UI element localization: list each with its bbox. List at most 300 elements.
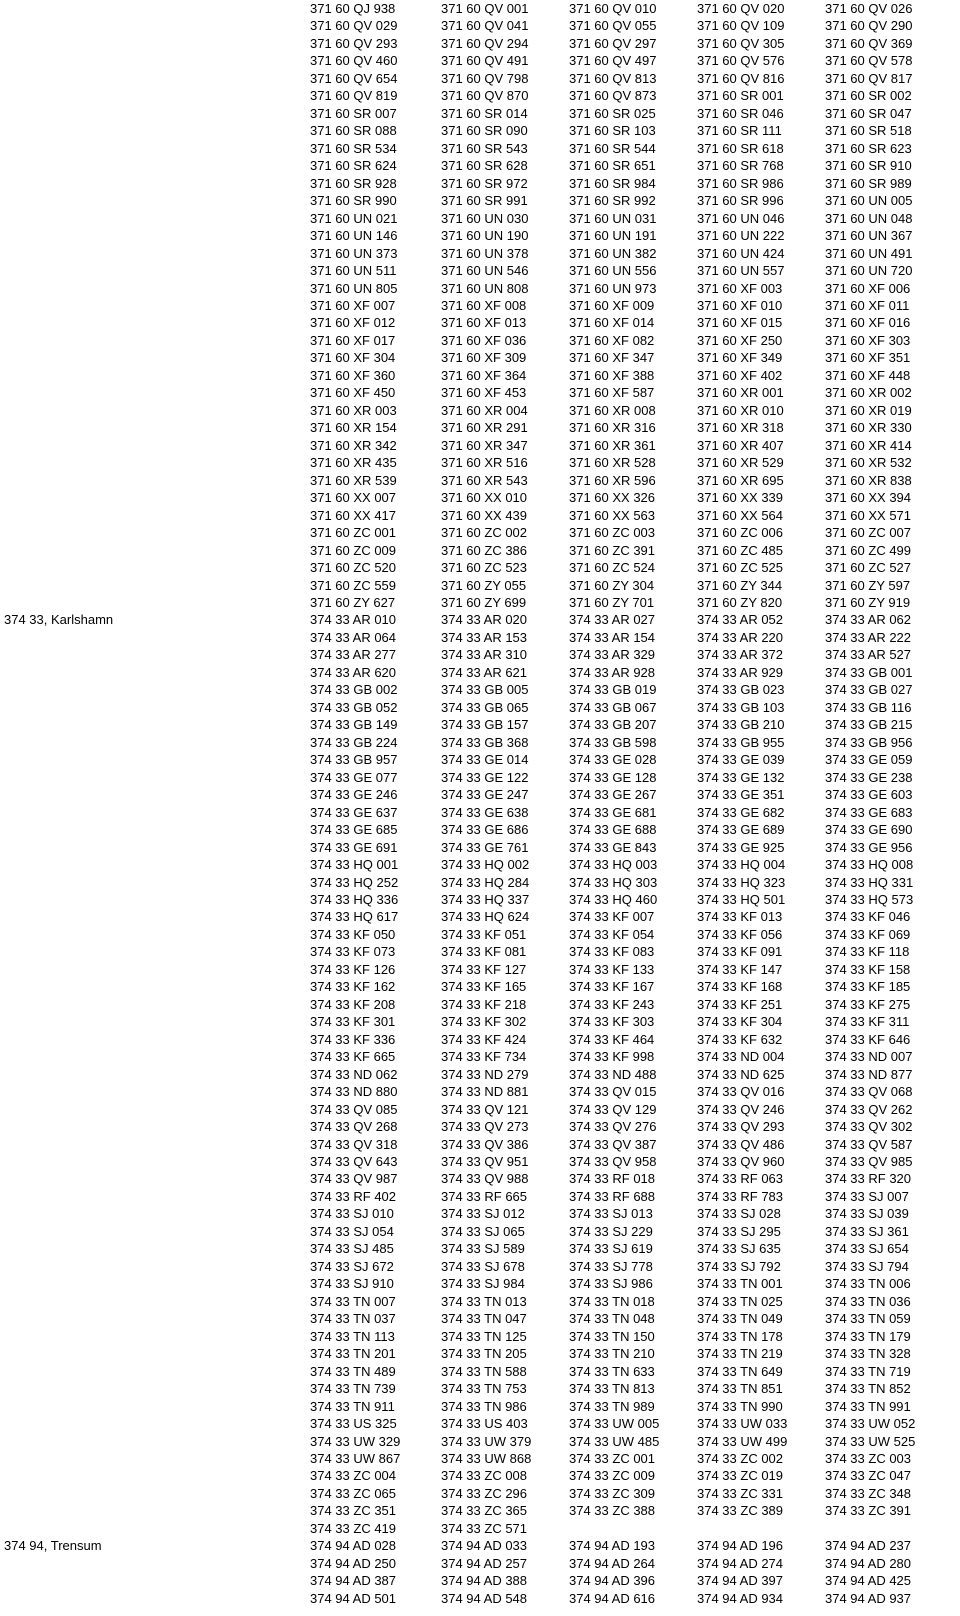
code-cell: 374 94 AD 264 (569, 1555, 656, 1571)
group-label: 374 33, Karlshamn (4, 612, 114, 628)
code-cell: 374 33 HQ 617 (310, 909, 399, 925)
code-cell: 374 33 GB 149 (310, 717, 398, 733)
code-cell: 371 60 SR 651 (569, 158, 656, 174)
table-row (0, 35, 960, 53)
code-cell: 371 60 ZC 527 (825, 560, 912, 576)
table-row (0, 1066, 960, 1084)
code-cell: 374 33 UW 499 (697, 1433, 788, 1449)
table-row (0, 1101, 960, 1119)
code-cell: 371 60 UN 367 (825, 228, 913, 244)
table-row (0, 1555, 960, 1573)
code-cell: 374 33 AR 277 (310, 647, 397, 663)
code-cell: 374 33 ZC 009 (569, 1468, 656, 1484)
code-cell: 374 33 QV 085 (310, 1101, 398, 1117)
code-cell: 374 33 TN 179 (825, 1328, 911, 1344)
code-cell: 374 33 ZC 348 (825, 1485, 912, 1501)
code-cell: 374 33 TN 911 (310, 1398, 395, 1414)
code-cell: 374 33 KF 158 (825, 961, 911, 977)
code-cell: 374 33 GB 207 (569, 717, 657, 733)
code-cell: 374 33 HQ 008 (825, 857, 914, 873)
code-cell: 374 33 GE 761 (441, 839, 529, 855)
code-cell: 374 33 GB 052 (310, 699, 398, 715)
code-cell: 371 60 QV 817 (825, 70, 913, 86)
code-cell: 374 33 KF 275 (825, 996, 911, 1012)
code-cell: 371 60 XR 154 (310, 420, 397, 436)
code-cell: 374 33 KF 167 (569, 979, 655, 995)
code-cell: 371 60 SR 990 (310, 193, 397, 209)
code-cell: 374 33 KF 147 (697, 961, 783, 977)
code-cell: 374 33 GE 925 (697, 839, 785, 855)
code-cell: 374 33 ZC 004 (310, 1468, 397, 1484)
code-cell: 371 60 XR 528 (569, 455, 656, 471)
code-cell: 374 33 RF 402 (310, 1188, 397, 1204)
code-cell: 374 33 ND 488 (569, 1066, 657, 1082)
code-cell: 371 60 SR 046 (697, 105, 784, 121)
code-cell: 374 33 US 403 (441, 1416, 528, 1432)
code-cell: 374 33 TN 201 (310, 1346, 396, 1362)
code-cell: 374 94 AD 274 (697, 1555, 784, 1571)
table-row (0, 1328, 960, 1346)
code-cell: 374 33 RF 018 (569, 1171, 656, 1187)
code-cell: 374 33 GE 028 (569, 752, 657, 768)
code-cell: 374 33 GB 067 (569, 699, 657, 715)
code-cell: 374 33 QV 262 (825, 1101, 913, 1117)
code-cell: 371 60 UN 546 (441, 263, 529, 279)
code-cell: 371 60 XR 003 (310, 402, 397, 418)
code-cell: 371 60 SR 986 (697, 175, 784, 191)
code-cell: 371 60 SR 984 (569, 175, 656, 191)
table-row (0, 87, 960, 105)
table-row (0, 175, 960, 193)
table-row (0, 297, 960, 315)
code-cell: 374 33 UW 525 (825, 1433, 916, 1449)
code-cell: 371 60 QV 010 (569, 1, 657, 16)
code-cell: 371 60 XF 364 (441, 367, 527, 383)
code-cell: 371 60 SR 992 (569, 193, 656, 209)
code-cell: 371 60 UN 190 (441, 228, 529, 244)
code-cell: 374 33 TN 150 (569, 1328, 655, 1344)
code-cell: 374 33 TN 649 (697, 1363, 783, 1379)
code-cell: 371 60 XR 529 (697, 455, 784, 471)
code-cell: 374 33 QV 015 (569, 1084, 657, 1100)
code-cell: 371 60 SR 910 (825, 158, 912, 174)
table-row (0, 1240, 960, 1258)
code-cell: 374 94 AD 616 (569, 1590, 656, 1606)
code-cell: 371 60 SR 623 (825, 140, 912, 156)
code-cell: 374 33 QV 273 (441, 1119, 529, 1135)
code-cell: 374 33 UW 005 (569, 1416, 660, 1432)
code-cell: 371 60 XR 596 (569, 472, 656, 488)
code-cell: 374 33 QV 268 (310, 1119, 398, 1135)
table-row (0, 105, 960, 123)
table-row (0, 245, 960, 263)
code-cell: 371 60 ZC 525 (697, 560, 784, 576)
code-cell: 374 33 GE 014 (441, 752, 529, 768)
code-cell: 374 33 SJ 910 (310, 1276, 394, 1292)
code-cell: 371 60 UN 557 (697, 263, 785, 279)
code-cell: 371 60 ZY 820 (697, 594, 783, 610)
code-cell: 374 33 KF 083 (569, 944, 655, 960)
code-cell: 374 33 HQ 323 (697, 874, 786, 890)
code-cell: 371 60 ZY 627 (310, 594, 396, 610)
table-row (0, 1275, 960, 1293)
table-row (0, 961, 960, 979)
code-cell: 374 33 ZC 065 (310, 1485, 397, 1501)
code-cell: 371 60 QV 293 (310, 35, 398, 51)
table-row (0, 681, 960, 699)
code-cell: 374 33 GE 843 (569, 839, 657, 855)
code-cell: 374 33 GE 683 (825, 804, 913, 820)
table-row (0, 280, 960, 298)
code-cell: 374 33 SJ 007 (825, 1188, 909, 1204)
code-cell: 371 60 ZC 499 (825, 542, 912, 558)
code-cell: 374 94 AD 033 (441, 1538, 528, 1554)
code-cell: 371 60 XF 347 (569, 350, 655, 366)
code-cell: 374 33 QV 960 (697, 1154, 785, 1170)
code-cell: 374 33 ZC 008 (441, 1468, 528, 1484)
table-row (0, 629, 960, 647)
code-cell: 371 60 XF 587 (569, 385, 655, 401)
code-cell: 371 60 UN 031 (569, 210, 657, 226)
code-cell: 374 33 SJ 039 (825, 1206, 909, 1222)
code-cell: 371 60 ZC 001 (310, 525, 397, 541)
code-cell: 371 60 SR 111 (697, 123, 782, 139)
code-cell: 374 33 AR 310 (441, 647, 528, 663)
code-cell: 371 60 XF 309 (441, 350, 527, 366)
code-cell: 374 33 ZC 391 (825, 1503, 912, 1519)
code-cell: 371 60 XR 695 (697, 472, 784, 488)
code-cell: 374 33 SJ 654 (825, 1241, 909, 1257)
code-cell: 371 60 QJ 938 (310, 1, 396, 16)
code-cell: 371 60 ZC 006 (697, 525, 784, 541)
table-row (0, 472, 960, 490)
code-cell: 374 33 GE 238 (825, 769, 913, 785)
code-cell: 371 60 SR 972 (441, 175, 528, 191)
code-cell: 374 33 QV 486 (697, 1136, 785, 1152)
code-cell: 371 60 SR 544 (569, 140, 656, 156)
table-row (0, 874, 960, 892)
code-cell: 374 33 ZC 296 (441, 1485, 528, 1501)
code-cell: 371 60 ZY 055 (441, 577, 527, 593)
code-cell: 374 33 SJ 792 (697, 1258, 781, 1274)
code-cell: 371 60 ZC 485 (697, 542, 784, 558)
code-cell: 374 33 QV 121 (441, 1101, 529, 1117)
code-cell: 374 33 QV 987 (310, 1171, 398, 1187)
table-row (0, 70, 960, 88)
code-cell: 371 60 XF 016 (825, 315, 911, 331)
code-cell: 374 33 KF 007 (569, 909, 655, 925)
code-cell: 374 33 KF 051 (441, 926, 527, 942)
code-cell: 374 33 KF 464 (569, 1031, 655, 1047)
code-cell: 371 60 XR 008 (569, 402, 656, 418)
code-cell: 374 33 GE 689 (697, 822, 785, 838)
table-row (0, 314, 960, 332)
code-cell: 371 60 XR 407 (697, 437, 784, 453)
code-cell: 374 33 GE 132 (697, 769, 785, 785)
table-row (0, 1293, 960, 1311)
code-cell: 371 60 XX 339 (697, 490, 784, 506)
code-cell: 374 33 TN 989 (569, 1398, 655, 1414)
table-row (0, 1083, 960, 1101)
code-cell: 371 60 XF 003 (697, 280, 783, 296)
code-cell: 371 60 QV 055 (569, 18, 657, 34)
code-cell: 371 60 ZY 699 (441, 594, 527, 610)
code-cell: 374 33 TN 991 (825, 1398, 911, 1414)
code-cell: 374 33 HQ 004 (697, 857, 786, 873)
code-cell: 371 60 QV 870 (441, 88, 529, 104)
code-cell: 371 60 ZC 002 (441, 525, 528, 541)
code-cell: 371 60 SR 991 (441, 193, 528, 209)
code-cell: 374 33 UW 867 (310, 1451, 401, 1466)
code-cell: 374 33 KF 646 (825, 1031, 911, 1047)
code-cell: 374 33 SJ 589 (441, 1241, 525, 1257)
code-cell: 374 33 GE 638 (441, 804, 529, 820)
code-cell: 371 60 XR 347 (441, 437, 528, 453)
code-cell: 374 94 AD 028 (310, 1538, 397, 1554)
code-cell: 374 33 GB 065 (441, 699, 529, 715)
table-row (0, 384, 960, 402)
code-cell: 374 33 TN 059 (825, 1311, 911, 1327)
code-cell: 371 60 ZC 386 (441, 542, 528, 558)
code-cell: 371 60 XX 326 (569, 490, 656, 506)
code-cell: 374 33 HQ 573 (825, 891, 914, 907)
code-cell: 374 33 ZC 571 (441, 1520, 528, 1536)
code-cell: 374 33 GB 001 (825, 664, 913, 680)
code-cell: 374 33 GE 686 (441, 822, 529, 838)
code-cell: 374 33 GE 956 (825, 839, 913, 855)
code-cell: 374 33 SJ 010 (310, 1206, 394, 1222)
code-cell: 374 33 KF 046 (825, 909, 911, 925)
code-cell: 374 33 QV 958 (569, 1154, 657, 1170)
table-row (0, 1223, 960, 1241)
code-cell: 371 60 UN 382 (569, 245, 657, 261)
code-cell: 374 33 SJ 013 (569, 1206, 653, 1222)
code-cell: 371 60 ZY 344 (697, 577, 783, 593)
code-cell: 374 33 TN 205 (441, 1346, 527, 1362)
code-cell: 374 33 KF 056 (697, 926, 783, 942)
code-cell: 374 33 SJ 065 (441, 1223, 525, 1239)
code-cell: 371 60 QV 873 (569, 88, 657, 104)
table-row (0, 839, 960, 857)
table-row (0, 1031, 960, 1049)
code-cell: 374 33 TN 049 (697, 1311, 783, 1327)
table-row (0, 908, 960, 926)
code-cell: 371 60 ZC 559 (310, 577, 397, 593)
code-cell: 374 33 QV 643 (310, 1154, 398, 1170)
code-cell: 371 60 QV 491 (441, 53, 529, 69)
table-row (0, 437, 960, 455)
code-cell: 371 60 QV 294 (441, 35, 529, 51)
table-row (0, 1502, 960, 1520)
table-row (0, 367, 960, 385)
code-cell: 374 33 ZC 001 (569, 1451, 656, 1466)
code-cell: 371 60 QV 460 (310, 53, 398, 69)
code-cell: 371 60 XF 017 (310, 332, 396, 348)
code-cell: 374 33 AR 062 (825, 612, 912, 628)
code-cell: 371 60 QV 297 (569, 35, 657, 51)
code-cell: 374 33 TN 025 (697, 1293, 783, 1309)
code-cell: 371 60 ZC 007 (825, 525, 912, 541)
code-cell: 374 33 KF 734 (441, 1049, 527, 1065)
code-cell: 374 33 AR 621 (441, 664, 528, 680)
code-cell: 371 60 XR 361 (569, 437, 656, 453)
code-cell: 371 60 SR 090 (441, 123, 528, 139)
code-cell: 371 60 UN 378 (441, 245, 529, 261)
code-cell: 371 60 QV 026 (825, 1, 913, 16)
code-cell: 374 33 AR 222 (825, 629, 912, 645)
table-row (0, 1153, 960, 1171)
table-row (0, 1485, 960, 1503)
code-cell: 371 60 XF 360 (310, 367, 396, 383)
table-row (0, 891, 960, 909)
table-row (0, 1205, 960, 1223)
code-cell: 374 94 AD 280 (825, 1555, 912, 1571)
table-row (0, 542, 960, 560)
code-cell: 374 33 AR 153 (441, 629, 528, 645)
code-cell: 371 60 QV 020 (697, 1, 785, 16)
code-cell: 374 33 AR 928 (569, 664, 656, 680)
code-cell: 371 60 QV 369 (825, 35, 913, 51)
code-cell: 374 33 KF 304 (697, 1014, 783, 1030)
table-row (0, 227, 960, 245)
code-cell: 374 33 TN 852 (825, 1381, 911, 1397)
code-cell: 371 60 XF 008 (441, 297, 527, 313)
code-cell: 374 33 UW 329 (310, 1433, 401, 1449)
code-cell: 374 33 QV 985 (825, 1154, 913, 1170)
code-cell: 374 33 GE 682 (697, 804, 785, 820)
code-cell: 374 33 ND 279 (441, 1066, 529, 1082)
code-cell: 371 60 XR 010 (697, 402, 784, 418)
code-cell: 371 60 XR 342 (310, 437, 397, 453)
code-cell: 374 33 HQ 336 (310, 891, 399, 907)
code-cell: 374 33 GE 637 (310, 804, 398, 820)
code-cell: 374 33 TN 113 (310, 1328, 395, 1344)
code-cell: 371 60 QV 041 (441, 18, 529, 34)
table-row (0, 1363, 960, 1381)
code-cell: 374 33 SJ 984 (441, 1276, 525, 1292)
code-cell: 374 33 SJ 485 (310, 1241, 394, 1257)
code-cell: 371 60 QV 654 (310, 70, 398, 86)
code-cell: 374 33 GB 210 (697, 717, 785, 733)
code-cell: 374 33 KF 302 (441, 1014, 527, 1030)
code-cell: 374 33 QV 293 (697, 1119, 785, 1135)
code-cell: 374 33 GE 603 (825, 787, 913, 803)
code-cell: 374 33 TN 328 (825, 1346, 911, 1362)
code-cell: 374 33 RF 783 (697, 1188, 784, 1204)
code-cell: 374 33 KF 073 (310, 944, 396, 960)
code-cell: 371 60 XX 571 (825, 507, 912, 523)
code-cell: 371 60 UN 030 (441, 210, 529, 226)
code-cell: 374 33 QV 068 (825, 1084, 913, 1100)
code-cell: 374 33 AR 052 (697, 612, 784, 628)
code-cell: 374 33 TN 037 (310, 1311, 396, 1327)
code-cell: 371 60 XR 838 (825, 472, 912, 488)
code-cell: 374 33 KF 336 (310, 1031, 396, 1047)
code-cell: 374 33 HQ 284 (441, 874, 530, 890)
code-cell: 371 60 XF 303 (825, 332, 911, 348)
table-row (0, 577, 960, 595)
code-cell: 374 33 GE 247 (441, 787, 529, 803)
table-row (0, 646, 960, 664)
table-row (0, 996, 960, 1014)
code-cell: 374 33 KF 303 (569, 1014, 655, 1030)
table-row (0, 1118, 960, 1136)
code-cell: 374 33 GE 122 (441, 769, 529, 785)
code-cell: 374 94 AD 425 (825, 1573, 912, 1589)
table-row (0, 1520, 960, 1538)
code-cell: 374 33 SJ 678 (441, 1258, 525, 1274)
table-row (0, 611, 960, 629)
table-row (0, 419, 960, 437)
code-cell: 371 60 XR 019 (825, 402, 912, 418)
code-cell: 371 60 XR 532 (825, 455, 912, 471)
code-cell: 374 33 SJ 619 (569, 1241, 653, 1257)
table-row (0, 1345, 960, 1363)
code-cell: 371 60 XR 543 (441, 472, 528, 488)
code-cell: 374 33 ZC 389 (697, 1503, 784, 1519)
code-cell: 371 60 XX 417 (310, 507, 397, 523)
code-cell: 371 60 QV 305 (697, 35, 785, 51)
code-cell: 371 60 QV 290 (825, 18, 913, 34)
code-cell: 371 60 QV 001 (441, 1, 529, 16)
table-row (0, 402, 960, 420)
code-cell: 374 33 ND 880 (310, 1084, 398, 1100)
code-cell: 374 33 GB 002 (310, 682, 398, 698)
table-row (0, 769, 960, 787)
code-cell: 371 60 XF 012 (310, 315, 396, 331)
code-cell: 374 33 SJ 794 (825, 1258, 909, 1274)
code-cell: 371 60 XF 011 (825, 297, 910, 313)
code-cell: 371 60 SR 543 (441, 140, 528, 156)
table-row (0, 1013, 960, 1031)
code-cell: 374 33 ND 007 (825, 1049, 913, 1065)
table-row (0, 52, 960, 70)
table-row (0, 1170, 960, 1188)
code-cell: 371 60 XR 330 (825, 420, 912, 436)
code-cell: 374 33 SJ 778 (569, 1258, 653, 1274)
code-cell: 374 33 HQ 337 (441, 891, 530, 907)
code-cell: 371 60 XF 250 (697, 332, 783, 348)
code-cell: 371 60 UN 373 (310, 245, 398, 261)
code-cell: 371 60 ZY 597 (825, 577, 911, 593)
code-cell: 371 60 SR 989 (825, 175, 912, 191)
code-cell: 371 60 XX 439 (441, 507, 528, 523)
code-cell: 374 33 KF 050 (310, 926, 396, 942)
table-row (0, 524, 960, 542)
code-cell: 374 33 KF 162 (310, 979, 396, 995)
code-cell: 371 60 UN 511 (310, 263, 397, 279)
table-row (0, 926, 960, 944)
code-cell: 374 33 HQ 501 (697, 891, 786, 907)
code-cell: 374 33 GE 128 (569, 769, 657, 785)
code-cell: 374 33 TN 036 (825, 1293, 911, 1309)
code-cell: 371 60 XF 015 (697, 315, 783, 331)
code-cell: 374 33 ZC 047 (825, 1468, 912, 1484)
code-cell: 374 33 AR 064 (310, 629, 397, 645)
code-cell: 374 33 KF 185 (825, 979, 911, 995)
code-cell: 374 33 KF 243 (569, 996, 655, 1012)
code-cell: 374 33 SJ 229 (569, 1223, 653, 1239)
table-row (0, 821, 960, 839)
code-cell: 374 33 RF 063 (697, 1171, 784, 1187)
code-cell: 374 33 GB 157 (441, 717, 529, 733)
code-cell: 371 60 ZC 003 (569, 525, 656, 541)
code-cell: 374 33 AR 929 (697, 664, 784, 680)
code-cell: 374 33 GB 956 (825, 734, 913, 750)
code-cell: 371 60 ZC 520 (310, 560, 397, 576)
code-cell: 374 94 AD 548 (441, 1590, 528, 1606)
code-cell: 374 33 SJ 054 (310, 1223, 394, 1239)
